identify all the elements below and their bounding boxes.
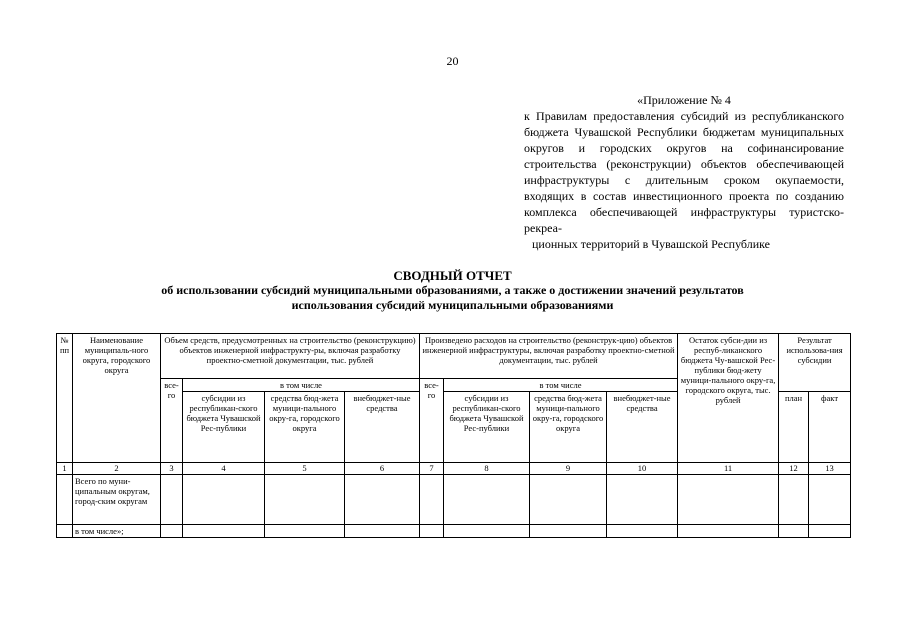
table-cell: [530, 475, 607, 525]
report-table: [56, 333, 851, 538]
appendix-body: к Правилам предоставления субсидий из республиканского бюджета Чувашской Республики бюджетам муниципальных округов и городских округов на софинансирование строительства (реконструкции) объектов обеспечивающей инфраструктуры с длительным сроком окупаемости, входящих в состав инвестиционного проекта по созданию комплекса обеспечивающей инфраструктуры туристско-рекреа-: [524, 109, 844, 235]
table-cell: [420, 475, 444, 525]
table-cell: [161, 475, 183, 525]
table-cell: [607, 475, 678, 525]
report-subtitle-1: об использовании субсидий муниципальными образованиями, а также о достижении значений результатов: [161, 283, 744, 297]
table-cell: [265, 525, 345, 538]
table-cell: [183, 475, 265, 525]
row-incl-label: в том числе»;: [73, 525, 161, 538]
column-number-row: [57, 463, 851, 475]
table-cell: [607, 525, 678, 538]
table-cell: [779, 475, 809, 525]
header-spent-extra: внебюджет-ные средства: [607, 392, 678, 463]
column-number: 12: [779, 463, 809, 475]
column-number: 6: [345, 463, 420, 475]
header-spent: Произведено расходов на строительство (реконструк-цию) объектов инженерной инфраструктуры, включая разработку проектно-сметной документации, тыс. рублей: [420, 334, 678, 379]
table-cell: [809, 525, 851, 538]
header-spent-rep: субсидии из республикан-ского бюджета Чувашской Рес-публики: [444, 392, 530, 463]
column-number: 13: [809, 463, 851, 475]
header-planned: Объем средств, предусмотренных на строительство (реконструкцию) объектов инженерной инфраструкту-ры, включая разработку проектно-сметной документации, тыс. рублей: [161, 334, 420, 379]
table-cell: [420, 525, 444, 538]
table-cell: [345, 475, 420, 525]
header-planned-extra: внебюджет-ные средства: [345, 392, 420, 463]
table-cell: [809, 475, 851, 525]
table-cell: [444, 525, 530, 538]
header-planned-total: все-го: [161, 379, 183, 463]
table-cell: [678, 475, 779, 525]
column-number: 1: [57, 463, 73, 475]
header-planned-mun: средства бюд-жета муници-пального окру-га, городского округа: [265, 392, 345, 463]
table-cell: [530, 525, 607, 538]
page-number: 20: [446, 54, 459, 68]
column-number: 9: [530, 463, 607, 475]
header-spent-mun: средства бюд-жета муници-пального окру-га, городского округа: [530, 392, 607, 463]
header-result: Результат использова-ния субсидии: [779, 334, 851, 392]
header-spent-total: все-го: [420, 379, 444, 463]
header-spent-incl: в том числе: [444, 379, 678, 392]
column-number: 8: [444, 463, 530, 475]
column-number: 11: [678, 463, 779, 475]
column-number: 7: [420, 463, 444, 475]
table-cell: [345, 525, 420, 538]
report-subtitle-2: использования субсидий муниципальными образованиями: [291, 298, 614, 312]
header-num: № пп: [57, 334, 73, 463]
header-name: Наименование муниципаль-ного округа, городского округа: [73, 334, 161, 463]
table-cell: [444, 475, 530, 525]
header-plan: план: [779, 392, 809, 463]
row-total-label: Всего по муни-ципальным округам, город-ским округам: [73, 475, 161, 525]
table-row: [57, 525, 851, 538]
report-title: СВОДНЫЙ ОТЧЕТ: [393, 268, 512, 283]
appendix-heading: «Приложение № 4: [637, 93, 731, 107]
table-cell: [265, 475, 345, 525]
header-fact: факт: [809, 392, 851, 463]
table-cell: [57, 525, 73, 538]
appendix-last-line: ционных территорий в Чувашской Республике: [532, 237, 770, 251]
header-planned-rep: субсидии из республикан-ского бюджета Чувашской Рес-публики: [183, 392, 265, 463]
table-cell: [678, 525, 779, 538]
table-cell: [183, 525, 265, 538]
table-row: [57, 475, 851, 525]
column-number: 4: [183, 463, 265, 475]
column-number: 5: [265, 463, 345, 475]
table-cell: [161, 525, 183, 538]
column-number: 3: [161, 463, 183, 475]
header-balance: Остаток субси-дии из респуб-ликанского бюджета Чу-вашской Рес-публики бюд-жету муници-пального окру-га, городского округа, тыс. рублей: [678, 334, 779, 463]
column-number: 2: [73, 463, 161, 475]
appendix-block: [524, 92, 844, 252]
table-cell: [779, 525, 809, 538]
header-planned-incl: в том числе: [183, 379, 420, 392]
table-cell: [57, 475, 73, 525]
report-title-block: [0, 268, 905, 313]
column-number: 10: [607, 463, 678, 475]
